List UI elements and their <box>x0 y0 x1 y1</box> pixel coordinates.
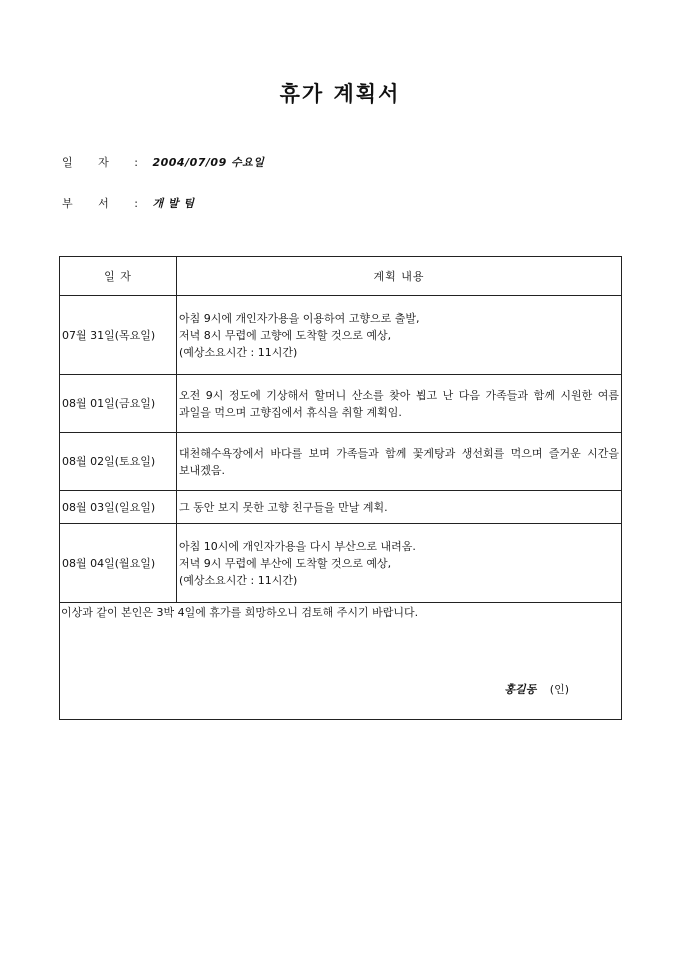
row-plan <box>177 296 622 375</box>
row-date: 08월 02일(토요일) <box>60 433 177 491</box>
row-plan <box>177 375 622 433</box>
plan-line: 오전 9시 정도에 기상해서 할머니 산소를 찾아 뵙고 난 다음 가족들과 함께 시원한 여름 과일을 먹으며 고향집에서 휴식을 취할 계획임. <box>179 388 619 419</box>
department-line <box>62 195 195 211</box>
table-row <box>60 524 622 603</box>
plan-line: 저녁 8시 무렵에 고향에 도착할 것으로 예상, <box>179 328 392 342</box>
table-row <box>60 375 622 433</box>
table-row <box>60 491 622 524</box>
plan-line: (예상소요시간 : 11시간) <box>179 345 298 359</box>
row-date: 07월 31일(목요일) <box>60 296 177 375</box>
closing-statement: 이상과 같이 본인은 3박 4일에 휴가를 희망하오니 검토해 주시기 바랍니다. <box>61 606 419 619</box>
plan-line: 그 동안 보지 못한 고향 친구들을 만날 계획. <box>179 500 388 514</box>
vacation-plan-table <box>59 256 622 720</box>
plan-line: 대천해수욕장에서 바다를 보며 가족들과 함께 꽃게탕과 생선회를 먹으며 즐거운 시간을 보내겠음. <box>179 446 619 477</box>
row-date: 08월 04일(월요일) <box>60 524 177 603</box>
plan-line: (예상소요시간 : 11시간) <box>179 573 298 587</box>
table-header-row <box>60 257 622 296</box>
row-date: 08월 03일(일요일) <box>60 491 177 524</box>
signature <box>504 681 569 698</box>
signature-name: 홍길동 <box>504 683 537 696</box>
plan-line: 아침 9시에 개인자가용을 이용하여 고향으로 출발, <box>179 311 420 325</box>
plan-line: 저녁 9시 무렵에 부산에 도착할 것으로 예상, <box>179 556 392 570</box>
document-title: 휴가 계획서 <box>279 81 401 106</box>
date-label: 일 자 : <box>62 156 149 169</box>
department-value: 개 발 팀 <box>152 197 195 210</box>
closing-cell <box>60 603 622 720</box>
table-row <box>60 433 622 491</box>
signature-seal: (인) <box>549 683 569 696</box>
closing-row <box>60 603 622 720</box>
department-label: 부 서 : <box>62 197 149 210</box>
row-plan <box>177 524 622 603</box>
row-date: 08월 01일(금요일) <box>60 375 177 433</box>
date-line <box>62 154 264 170</box>
header-date: 일 자 <box>60 257 177 296</box>
date-value: 2004/07/09 수요일 <box>152 156 265 169</box>
plan-line: 아침 10시에 개인자가용을 다시 부산으로 내려옴. <box>179 539 416 553</box>
table-row <box>60 296 622 375</box>
row-plan <box>177 433 622 491</box>
row-plan <box>177 491 622 524</box>
header-plan: 계획 내용 <box>177 257 622 296</box>
